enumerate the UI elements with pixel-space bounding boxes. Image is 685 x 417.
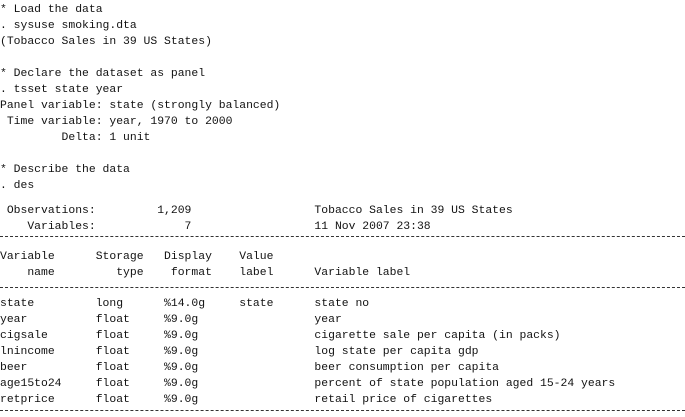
output-line: Time variable: year, 1970 to 2000	[0, 116, 233, 128]
comment-line: * Describe the data	[0, 164, 130, 176]
summary-variables: Variables: 7 11 Nov 2007 23:38	[0, 221, 431, 233]
table-row: age15to24 float %9.0g percent of state population aged 15-24 years	[0, 378, 616, 390]
table-header: Variable Storage Display Value	[0, 251, 274, 263]
table-row: retprice float %9.0g retail price of cigarettes	[0, 394, 493, 406]
table-row: cigsale float %9.0g cigarette sale per capita (in packs)	[0, 330, 561, 342]
output-line: (Tobacco Sales in 39 US States)	[0, 36, 212, 48]
table-row: year float %9.0g year	[0, 314, 342, 326]
command-line: . tsset state year	[0, 84, 124, 96]
command-line: . des	[0, 180, 35, 192]
output-line: Delta: 1 unit	[0, 132, 151, 144]
table-rule-top	[0, 236, 685, 237]
table-row: state long %14.0g state state no	[0, 298, 370, 310]
comment-line: * Declare the dataset as panel	[0, 68, 206, 80]
table-row: beer float %9.0g beer consumption per capita	[0, 362, 499, 374]
table-row: lnincome float %9.0g log state per capita gdp	[0, 346, 479, 358]
command-line: . sysuse smoking.dta	[0, 20, 137, 32]
table-rule-header	[0, 287, 685, 288]
output-line: Panel variable: state (strongly balanced)	[0, 100, 281, 112]
table-rule-bottom	[0, 410, 685, 411]
summary-observations: Observations: 1,209 Tobacco Sales in 39 US States	[0, 205, 513, 217]
table-header: name type format label Variable label	[0, 267, 411, 279]
comment-line: * Load the data	[0, 4, 103, 16]
